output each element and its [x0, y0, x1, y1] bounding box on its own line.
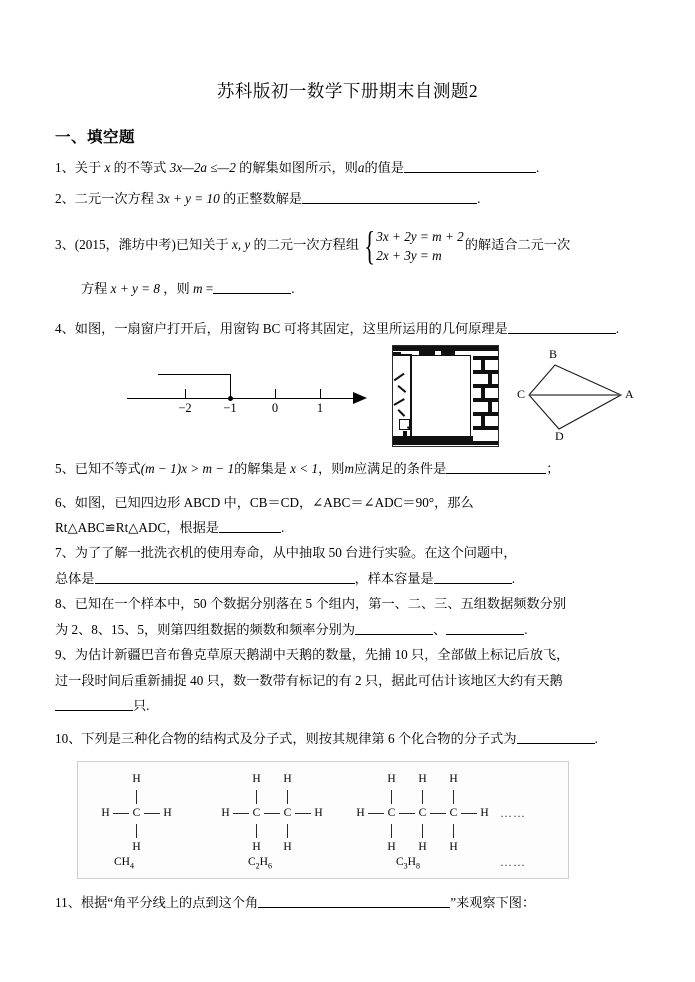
- brick: [488, 402, 492, 412]
- bond-horizontal: [295, 805, 311, 822]
- q8-period: .: [524, 621, 528, 637]
- atom-h: H: [314, 806, 323, 819]
- brick: [473, 356, 498, 360]
- formula-subscript: 2: [255, 861, 260, 871]
- question-3-line2: [55, 279, 640, 299]
- atom-h: H: [356, 806, 365, 819]
- formula-subscript: 4: [129, 861, 134, 871]
- q7-period: .: [511, 570, 515, 586]
- vertex-label-d: D: [555, 429, 564, 444]
- q8-line1: 已知在一个样本中，50 个数据分别落在 5 个组内，第一、二、三、五组数据频数分别: [74, 596, 567, 612]
- section-heading: 一、填空题: [55, 129, 136, 146]
- q6-number: 6、: [55, 494, 75, 510]
- question-10: [55, 729, 640, 749]
- atom-h: H: [449, 772, 458, 785]
- sash-detail: [394, 373, 405, 381]
- molecule-methane: [98, 771, 175, 856]
- q2-expression: 3x + y = 10: [157, 191, 220, 207]
- question-8-line2: [55, 620, 640, 640]
- q10-period: .: [594, 730, 598, 746]
- q1-text-c: 的解集如图所示，则: [239, 160, 358, 175]
- q5-text-b: 的解集是: [234, 461, 287, 477]
- formula-subscript: 3: [403, 861, 408, 871]
- sash-detail: [398, 409, 405, 416]
- q9-line2: 过一段时间后重新捕捉 40 只，数一数带有标记的有 2 只，据此可估计该地区大约有天鹅: [55, 672, 563, 688]
- question-7-line2: [55, 569, 640, 589]
- q3-number: 3、: [55, 237, 75, 253]
- atom-h: H: [252, 772, 261, 785]
- q7-population-blank[interactable]: [95, 570, 355, 584]
- q9-unit: 只.: [133, 698, 150, 714]
- q1-variable-a: a: [357, 160, 365, 175]
- q5-expression-2: x < 1: [290, 461, 319, 477]
- atom-c: C: [132, 806, 141, 819]
- number-line-label: 1: [316, 401, 324, 416]
- q11-number: 11、: [55, 895, 81, 911]
- q4-period: .: [615, 320, 620, 336]
- q8-number: 8、: [55, 596, 75, 612]
- solution-ray: [158, 374, 230, 375]
- atom-h: H: [132, 840, 141, 853]
- q1-text-a: 关于: [74, 160, 102, 175]
- window-figure: [392, 345, 499, 447]
- formula-text: H: [259, 855, 268, 868]
- q11-text-b: ”来观察下图：: [450, 895, 536, 911]
- formula-text: C: [396, 855, 404, 868]
- bond-vertical: [384, 822, 399, 839]
- q6-answer-blank[interactable]: [219, 519, 281, 533]
- molecule-ethane: [218, 771, 326, 856]
- q5-expression-1: (m − 1)x > m − 1: [140, 461, 235, 477]
- brick: [403, 431, 407, 436]
- q6-period: .: [280, 520, 285, 535]
- bond-horizontal: [233, 805, 249, 822]
- q7-line1: 为了了解一批洗衣机的使用寿命，从中抽取 50 台进行实验。在这个问题中，: [74, 545, 517, 561]
- atom-h: H: [283, 840, 292, 853]
- atom-h: H: [132, 772, 141, 785]
- bond-vertical: [384, 788, 399, 805]
- q4-text: 如图，一扇窗户打开后，用窗钩 BC 可将其固定，这里所运用的几何原理是: [74, 320, 508, 336]
- q7-sample-size-blank[interactable]: [434, 570, 512, 584]
- question-6: [55, 493, 640, 513]
- q5-text-a: 已知不等式: [74, 461, 141, 477]
- brace-icon: {: [364, 222, 375, 268]
- formula-text: C: [248, 855, 256, 868]
- figures-row: [55, 347, 640, 451]
- q6-line2-a: Rt△ABC≌Rt△ADC，根据是: [55, 520, 219, 535]
- q8-line2-sep: 、: [433, 621, 447, 637]
- formula-text: CH: [114, 855, 130, 868]
- q2-answer-blank[interactable]: [302, 191, 477, 205]
- vertex-label-c: C: [517, 387, 526, 402]
- atom-h: H: [387, 772, 396, 785]
- atom-h: H: [252, 840, 261, 853]
- atom-h: H: [418, 840, 427, 853]
- q11-answer-blank[interactable]: [258, 895, 450, 909]
- brick: [473, 412, 498, 416]
- molecule-propane: [353, 771, 492, 856]
- brick: [488, 374, 492, 384]
- number-line-label: 0: [271, 401, 279, 416]
- q4-answer-blank[interactable]: [508, 320, 616, 334]
- vertex-label-a: A: [625, 387, 634, 402]
- formula-ethane: [248, 856, 272, 870]
- bond-horizontal: [368, 805, 384, 822]
- bond-vertical: [280, 822, 295, 839]
- question-3: [55, 222, 640, 268]
- atom-h: H: [283, 772, 292, 785]
- number-line-tick: [275, 389, 276, 399]
- bond-vertical: [415, 788, 430, 805]
- q1-period: .: [536, 160, 540, 175]
- brick: [473, 398, 498, 402]
- q7-number: 7、: [55, 545, 75, 561]
- ellipsis-structures: ……: [500, 806, 526, 821]
- q1-number: 1、: [55, 160, 75, 175]
- bond-vertical: [249, 822, 264, 839]
- q5-answer-blank[interactable]: [446, 461, 546, 475]
- q1-expression: 3x—2a ≤—2: [169, 160, 236, 175]
- equation-system: [360, 222, 464, 268]
- sash-top: [393, 354, 411, 356]
- brick: [473, 426, 498, 430]
- bond-vertical: [446, 788, 461, 805]
- formula-text: H: [407, 855, 416, 868]
- q7-line2-a: 总体是: [55, 570, 95, 586]
- q1-text-b: 的不等式: [113, 160, 167, 175]
- q10-text: 下列是三种化合物的结构式及分子式，则按其规律第 6 个化合物的分子式为: [81, 730, 517, 746]
- q9-number: 9、: [55, 647, 75, 663]
- question-1: [55, 158, 640, 178]
- q10-answer-blank[interactable]: [517, 730, 595, 744]
- bond-vertical: [129, 822, 144, 839]
- q3-variables: x, y: [231, 237, 251, 253]
- vertex-label-b: B: [549, 347, 558, 362]
- formula-methane: [114, 856, 134, 870]
- q1-text-d: 的值是: [364, 160, 405, 175]
- atom-c: C: [283, 806, 292, 819]
- bond-horizontal: [264, 805, 280, 822]
- q3-line2-equals: =: [205, 281, 214, 297]
- q2-text-a: 二元一次方程: [74, 191, 154, 207]
- bond-vertical: [415, 822, 430, 839]
- question-5: [55, 459, 640, 479]
- atom-h: H: [221, 806, 230, 819]
- bond-vertical: [280, 788, 295, 805]
- q8-line2-a: 为 2、8、15、5，则第四组数据的频数和频率分别为: [55, 621, 356, 637]
- q3-line2-a: 方程: [81, 281, 108, 297]
- bond-horizontal: [113, 805, 129, 822]
- q5-text-d: 应满足的条件是: [353, 461, 447, 477]
- bond-vertical: [446, 822, 461, 839]
- q9-line1: 为估计新疆巴音布鲁克草原天鹅湖中天鹅的数量，先捕 10 只，全部做上标记后放飞，: [74, 647, 570, 663]
- question-9: [55, 645, 640, 665]
- question-2: [55, 189, 640, 209]
- q3-line2-expression: x + y = 8: [110, 281, 160, 297]
- formula-subscript: 6: [267, 861, 272, 871]
- atom-h: H: [418, 772, 427, 785]
- atom-c: C: [387, 806, 396, 819]
- q3-line2-b: ，则: [163, 281, 190, 297]
- q3-line2-variable: m: [192, 281, 203, 297]
- bond-horizontal: [430, 805, 446, 822]
- number-line-tick: [185, 389, 186, 399]
- q11-text-a: 根据“角平分线上的点到这个角: [80, 895, 259, 911]
- q8-frequency-blank[interactable]: [355, 621, 433, 635]
- question-4: [55, 319, 640, 339]
- atom-c: C: [418, 806, 427, 819]
- brick: [481, 360, 485, 370]
- brick: [393, 441, 498, 445]
- brick: [473, 384, 498, 388]
- q3-text-a: 已知关于: [175, 237, 229, 253]
- number-line-tick: [320, 389, 321, 399]
- q9-answer-blank[interactable]: [55, 698, 133, 712]
- bond-horizontal: [461, 805, 477, 822]
- q3-source: (2015，潍坊中考): [74, 237, 176, 253]
- q2-number: 2、: [55, 191, 75, 207]
- number-line-figure: [127, 347, 377, 447]
- page-title: 苏科版初一数学下册期末自测题2: [216, 81, 479, 101]
- formula-propane: [396, 856, 420, 870]
- q3-text-c: 的解适合二元一次: [464, 237, 571, 253]
- question-9-line3: [55, 696, 640, 716]
- bond-vertical: [129, 788, 144, 805]
- q2-text-b: 的正整数解是: [222, 191, 303, 207]
- q5-number: 5、: [55, 461, 75, 477]
- window-pane: [411, 355, 471, 437]
- quadrilateral-figure: [517, 343, 645, 447]
- question-6-line2: [55, 518, 640, 538]
- q3-equation-2: 2x + 3y = m: [376, 248, 442, 264]
- q6-line1: 如图，已知四边形 ABCD 中，CB＝CD，∠ABC＝∠ADC＝90°，那么: [74, 494, 474, 510]
- q7-line2-b: ，样本容量是: [354, 570, 434, 586]
- brick: [481, 416, 485, 426]
- question-8: [55, 594, 640, 614]
- ellipsis-formulas: ……: [500, 855, 526, 870]
- bond-horizontal: [399, 805, 415, 822]
- atom-h: H: [449, 840, 458, 853]
- q3-answer-blank[interactable]: [213, 281, 291, 295]
- q10-number: 10、: [55, 730, 82, 746]
- formula-subscript: 8: [415, 861, 420, 871]
- question-7: [55, 543, 640, 563]
- bond-vertical: [249, 788, 264, 805]
- number-line-label: −2: [178, 401, 192, 416]
- sash-detail: [398, 385, 407, 393]
- q5-punct: ；: [546, 461, 560, 477]
- sash-detail: [393, 398, 404, 405]
- q5-text-c: ，则: [318, 461, 345, 477]
- bond-horizontal: [144, 805, 160, 822]
- q3-equation-1: 3x + 2y = m + 2: [376, 228, 464, 244]
- q3-period: .: [291, 281, 295, 297]
- atom-h: H: [387, 840, 396, 853]
- number-line-arrow-icon: [353, 392, 367, 404]
- q3-text-b: 的二元一次方程组: [253, 237, 360, 253]
- chemistry-figure: [77, 761, 569, 879]
- q2-period: .: [477, 191, 481, 207]
- question-11: [55, 893, 640, 913]
- brick: [473, 370, 498, 374]
- brick: [481, 388, 485, 398]
- atom-h: H: [101, 806, 110, 819]
- q5-variable-m: m: [344, 461, 354, 477]
- q4-number: 4、: [55, 320, 75, 336]
- question-9-line2: [55, 671, 640, 691]
- atom-c: C: [449, 806, 458, 819]
- atom-h: H: [480, 806, 489, 819]
- q8-rate-blank[interactable]: [446, 621, 524, 635]
- atom-h: H: [163, 806, 172, 819]
- number-line-label: −1: [223, 401, 237, 416]
- atom-c: C: [252, 806, 261, 819]
- q1-answer-blank[interactable]: [404, 159, 536, 173]
- q1-variable-x: x: [104, 160, 111, 175]
